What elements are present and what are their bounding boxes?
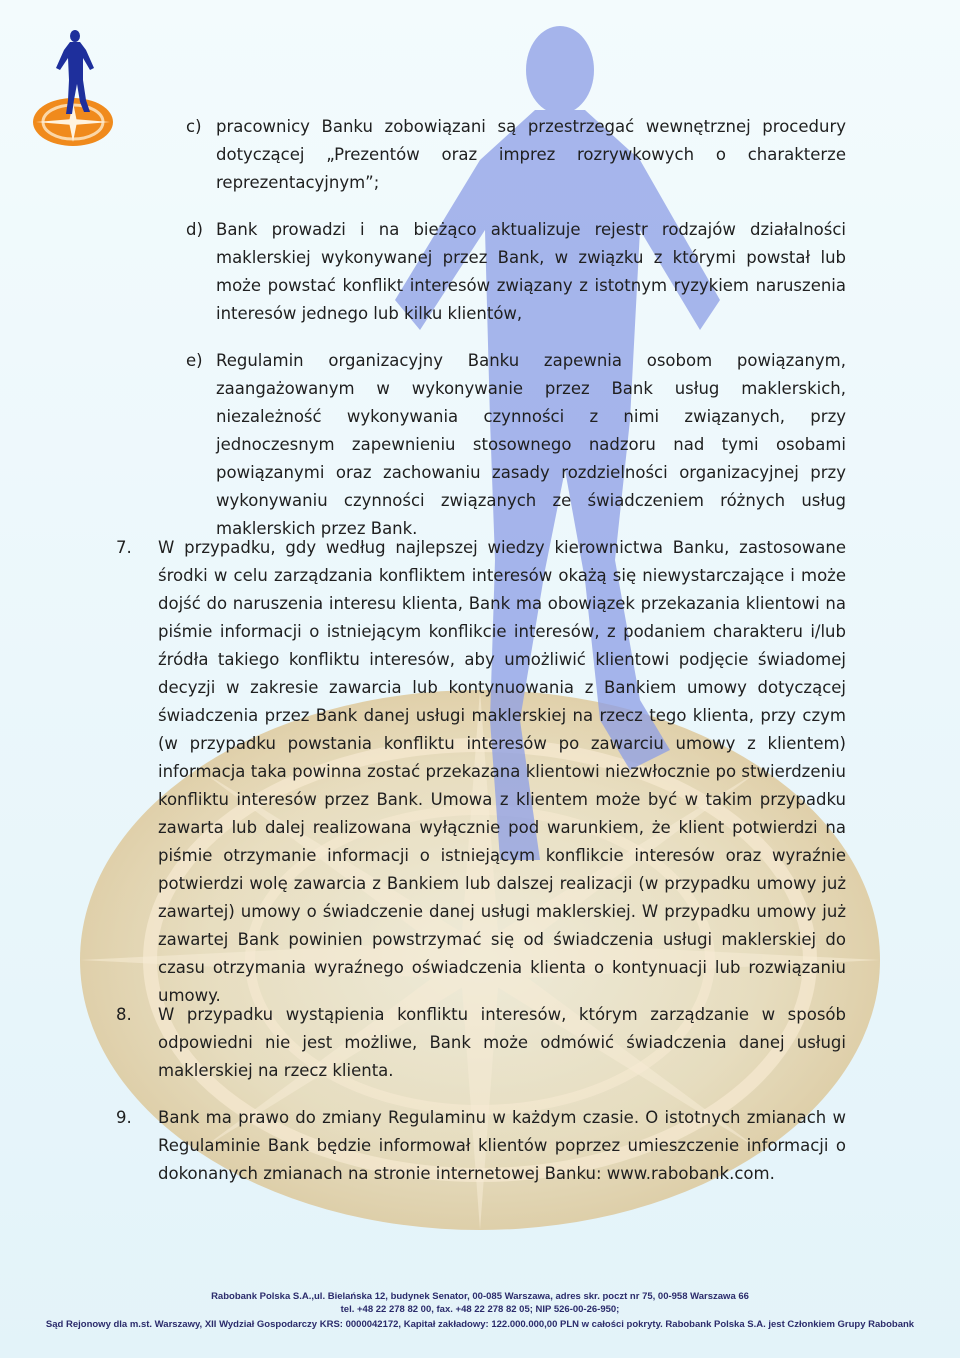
list-marker: e) — [186, 351, 203, 370]
section-8 — [116, 1001, 846, 1085]
section-text: W przypadku wystąpienia konfliktu interesów, którym zarządzanie w sposób odpowiedni nie jest możliwe, Bank może odmówić świadczenia danej usługi maklerskiej na rzecz klienta. — [158, 1005, 846, 1080]
list-item-c — [186, 113, 846, 197]
list-marker: c) — [186, 117, 202, 136]
section-number: 8. — [116, 1005, 132, 1024]
section-text: W przypadku, gdy według najlepszej wiedzy kierownictwa Banku, zastosowane środki w celu zarządzania konfliktem interesów okażą się niewystarczające i może dojść do naruszenia interesu klienta, Bank ma obowiązek przekazania klientowi na piśmie informacji o istniejącym konflikcie interesów, z podaniem charakteru i/lub źródła takiego konfliktu interesów, aby umożliwić klientowi podjęcie świadomej decyzji w zakresie zawarcia lub kontynuowania z Bankiem umowy dotyczącej świadczenia przez Bank danej usługi maklerskiej na rzecz tego klienta, przy czym (w przypadku powstania konfliktu interesów po zawarciu umowy z klientem) informacja taka powinna zostać przekazana klientowi niezwłocznie po stwierdzeniu konfliktu interesów przez Bank. Umowa z klientem może być w takim przypadku zawarta lub dalej realizowana wyłącznie pod warunkiem, że klient potwierdzi na piśmie otrzymanie informacji o istniejącym konflikcie interesów oraz wyraźnie potwierdzi wolę zawarcia z Bankiem lub dalszej realizacji (w przypadku umowy już zawartej) umowy o świadczenie danej usługi maklerskiej. W przypadku umowy już zawartej Bank powinien powstrzymać się od świadczenia usługi maklerskiej do czasu otrzymania wyraźnego oświadczenia klienta o kontynuacji lub rozwiązaniu umowy. — [158, 538, 846, 1005]
list-item-text: pracownicy Banku zobowiązani są przestrzegać wewnętrznej procedury dotyczącej „Prezentów oraz imprez rozrywkowych o charakterze reprezentacyjnym”; — [216, 117, 846, 192]
footer-address: Rabobank Polska S.A.,ul. Bielańska 12, budynek Senator, 00-085 Warszawa, adres skr. poczt nr 75, 00-958 Warszawa 66 — [211, 1291, 749, 1302]
list-item-text: Regulamin organizacyjny Banku zapewnia osobom powiązanym, zaangażowanym w wykonywanie przez Bank usług maklerskich, niezależność wykonywania czynności z nimi związanych, przy jednoczesnym zapewnieniu stosownego nadzoru nad tymi osobami powiązanymi oraz zachowaniu zasady rozdzielności organizacyjnej przy wykonywaniu czynności związanych ze świadczeniem różnych usług maklerskich przez Bank. — [216, 351, 846, 538]
list-item-e — [186, 347, 846, 543]
section-number: 9. — [116, 1108, 132, 1127]
section-number: 7. — [116, 538, 132, 557]
list-item-text: Bank prowadzi i na bieżąco aktualizuje rejestr rodzajów działalności maklerskiej wykonywanej przez Bank, w związku z którymi powstał lub może powstać konflikt interesów związany z istotnym ryzykiem naruszenia interesów jednego lub kilku klientów, — [216, 220, 846, 323]
section-9 — [116, 1104, 846, 1188]
footer-contact: tel. +48 22 278 82 00, fax. +48 22 278 82 05; NIP 526-00-26-950; — [340, 1304, 620, 1315]
section-text: Bank ma prawo do zmiany Regulaminu w każdym czasie. O istotnych zmianach w Regulaminie Bank będzie informował klientów poprzez umieszczenie informacji o dokonanych zmianach na stronie internetowej Banku: www.rabobank.com. — [158, 1108, 846, 1183]
list-marker: d) — [186, 220, 203, 239]
rabobank-logo-icon — [28, 28, 118, 148]
section-7 — [116, 534, 846, 1010]
list-item-d — [186, 216, 846, 328]
footer — [0, 1290, 960, 1331]
footer-registry: Sąd Rejonowy dla m.st. Warszawy, XII Wydział Gospodarczy KRS: 0000042172, Kapitał zakładowy: 122.000.000,00 PLN w całości pokryty. Rabobank Polska S.A. jest Członkiem Grupy Rabobank — [45, 1319, 915, 1330]
